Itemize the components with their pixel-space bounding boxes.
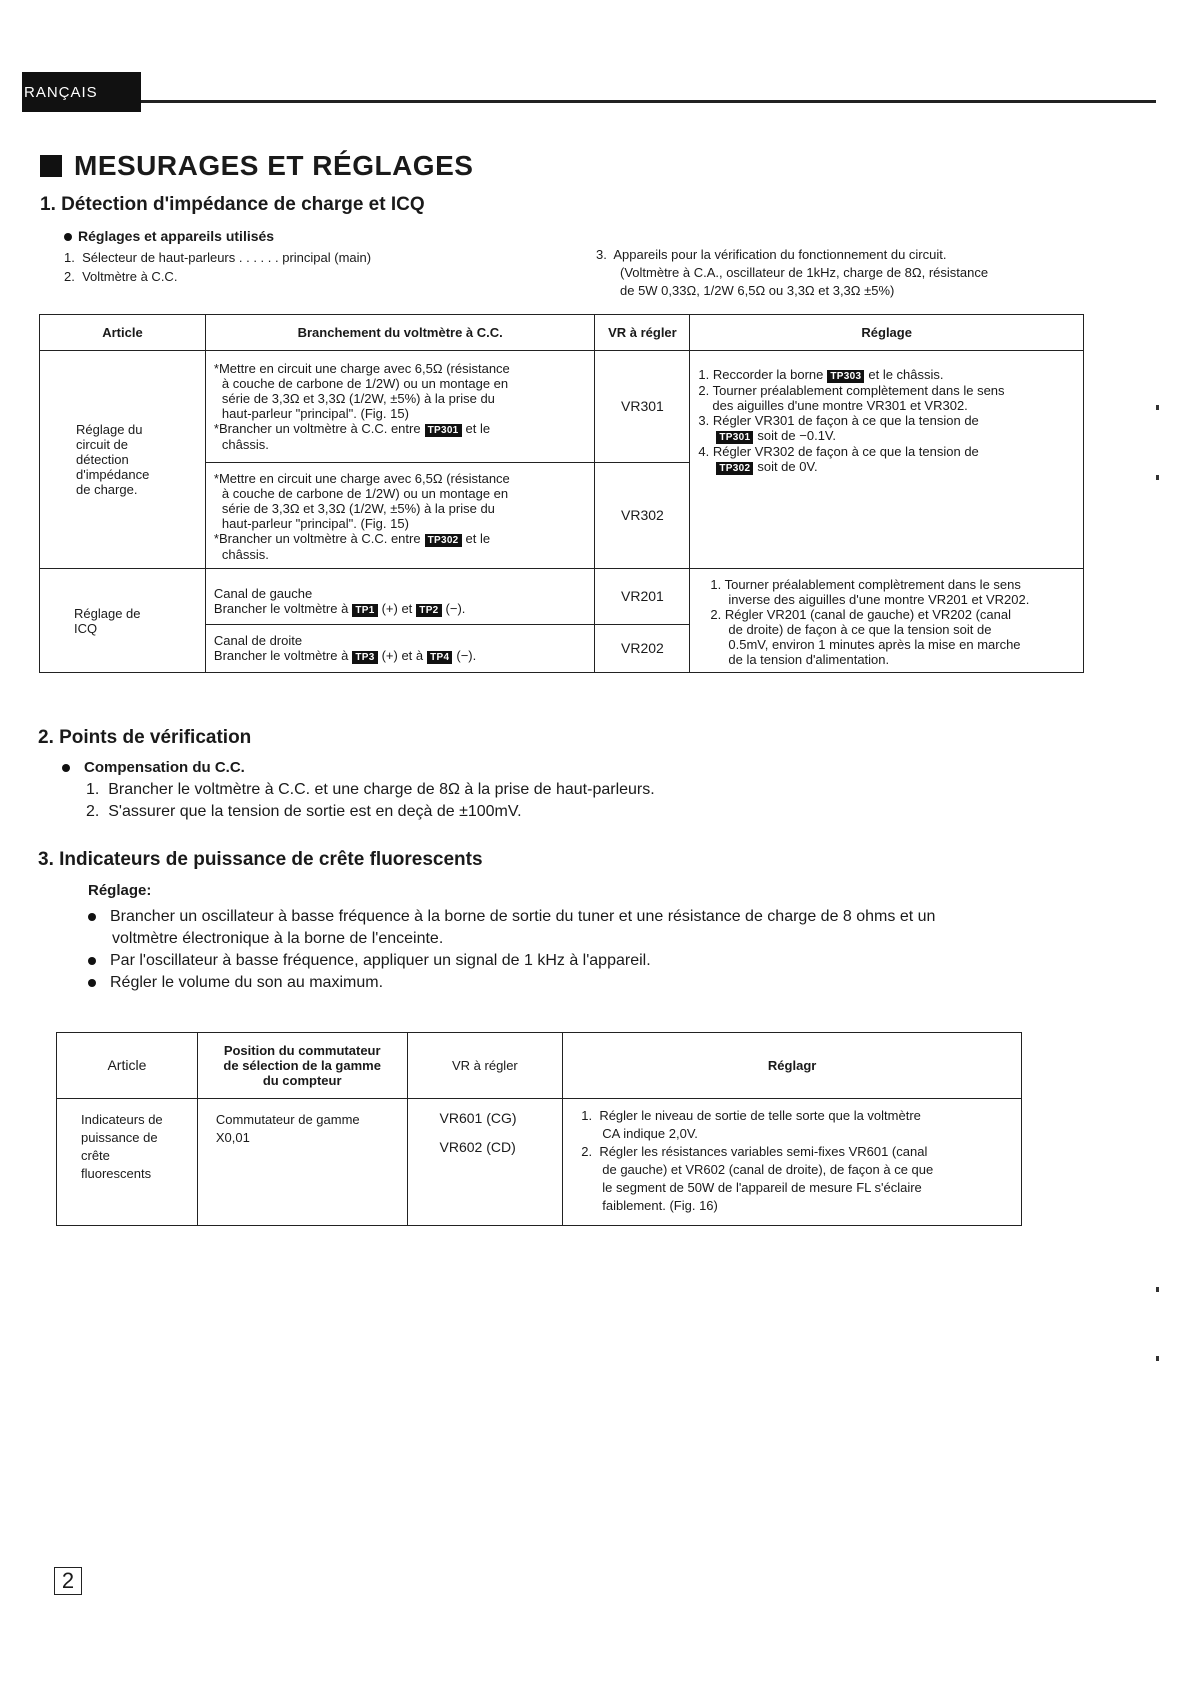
- page-title: [40, 150, 473, 182]
- section3-heading: 3. Indicateurs de puissance de crête fluorescents: [38, 849, 483, 870]
- branch-line: *Mettre en circuit une charge avec 6,5Ω (résistance: [213, 471, 510, 486]
- branch-line: à couche de carbone de 1/2W) ou un montage en: [221, 486, 509, 501]
- vr-line: VR602 (CD): [439, 1139, 516, 1155]
- test-point-label: TP2: [416, 604, 441, 617]
- article-line: fluorescents: [81, 1166, 152, 1181]
- column-header: VR à régler: [407, 1033, 563, 1099]
- test-point-label: TP303: [827, 370, 864, 383]
- test-point-label: TP3: [352, 651, 377, 664]
- header-rule: [141, 100, 1156, 103]
- article-line: ICQ: [74, 620, 98, 636]
- reglage-cell: [690, 569, 1084, 673]
- section1-subheading: Réglages et appareils utilisés: [64, 228, 274, 244]
- branch-line: à couche de carbone de 1/2W) ou un montage en: [221, 376, 509, 391]
- section1-items-left: [64, 250, 544, 285]
- branch-line: Brancher le voltmètre à TP1 (+) et TP2 (−).: [213, 601, 466, 616]
- test-point-label: TP4: [427, 651, 452, 664]
- column-header: VR à régler: [595, 315, 690, 351]
- article-line: d'impédance: [76, 467, 150, 482]
- list-item: 2. Voltmètre à C.C.: [64, 269, 178, 284]
- reglage-line: 2. Tourner préalablement complètement dans le sens: [698, 383, 1005, 398]
- page-number: 2: [54, 1567, 82, 1595]
- table-row: [40, 569, 1084, 625]
- table-row: [57, 1099, 1022, 1226]
- column-header: Article: [40, 315, 206, 351]
- reglage-cell: [563, 1099, 1022, 1226]
- reglage-line: de gauche) et VR602 (canal de droite), de façon à ce que: [602, 1162, 934, 1177]
- column-header: Réglagr: [563, 1033, 1022, 1099]
- test-point-label: TP302: [425, 534, 462, 547]
- reglage-line: le segment de 50W de l'appareil de mesure FL s'éclaire: [602, 1180, 922, 1195]
- article-line: puissance de: [81, 1130, 158, 1145]
- reglage-line: faiblement. (Fig. 16): [602, 1198, 718, 1213]
- reglage-line: 3. Régler VR301 de façon à ce que la tension de: [698, 413, 979, 428]
- branch-line: série de 3,3Ω et 3,3Ω (1/2W, ±5%) à la prise du: [221, 391, 495, 406]
- section2-list: [86, 779, 655, 823]
- scan-mark: [1156, 1356, 1159, 1361]
- table-header-row: [40, 315, 1084, 351]
- article-line: Réglage du: [76, 422, 143, 437]
- bullet-icon: [88, 913, 96, 921]
- list-item: 1. Brancher le voltmètre à C.C. et une charge de 8Ω à la prise de haut-parleurs.: [86, 781, 655, 798]
- channel-label: Canal de droite: [213, 633, 303, 648]
- test-point-label: TP1: [352, 604, 377, 617]
- vr-cell: VR302: [595, 463, 690, 569]
- position-line: Commutateur de gamme: [215, 1112, 360, 1127]
- reglage-line: CA indique 2,0V.: [602, 1126, 698, 1141]
- position-line: X0,01: [215, 1130, 250, 1145]
- square-bullet-icon: [40, 155, 62, 177]
- branch-line: haut-parleur "principal". (Fig. 15): [221, 406, 409, 421]
- article-line: crête: [81, 1148, 110, 1163]
- branch-line: haut-parleur "principal". (Fig. 15): [221, 516, 409, 531]
- article-cell: [40, 351, 206, 569]
- article-cell: [57, 1099, 198, 1226]
- article-line: Réglage de: [74, 605, 141, 621]
- adjustment-table-1: [39, 314, 1084, 673]
- scan-mark: [1156, 1287, 1159, 1292]
- test-point-label: TP301: [716, 431, 753, 444]
- list-item-continued: de 5W 0,33Ω, 1/2W 6,5Ω ou 3,3Ω et 3,3Ω ±5%): [620, 283, 895, 298]
- branch-cell: [205, 569, 595, 625]
- list-item: Régler le volume du son au maximum.: [88, 972, 1088, 994]
- vr-cell: VR201: [595, 569, 690, 625]
- channel-label: Canal de gauche: [213, 586, 313, 601]
- section3-subheading: Réglage:: [88, 882, 152, 899]
- bullet-icon: [64, 233, 72, 241]
- article-line: de charge.: [76, 482, 138, 497]
- list-item: Par l'oscillateur à basse fréquence, appliquer un signal de 1 kHz à l'appareil.: [88, 950, 1088, 972]
- reglage-line: 1. Reccorder la borne TP303 et le châssis.: [698, 367, 944, 382]
- scan-mark: [1156, 405, 1159, 410]
- branch-line: châssis.: [221, 547, 269, 562]
- section2-subheading: Compensation du C.C.: [62, 759, 245, 776]
- reglage-line: des aiguilles d'une montre VR301 et VR302.: [712, 398, 968, 413]
- vr-cell: VR202: [595, 625, 690, 673]
- column-header: Article: [57, 1033, 198, 1099]
- scan-mark: [1156, 475, 1159, 480]
- branch-line: Brancher le voltmètre à TP3 (+) et à TP4 (−).: [213, 648, 477, 663]
- test-point-label: TP302: [716, 462, 753, 475]
- adjustment-table-2: [56, 1032, 1022, 1226]
- section3-bullets: [88, 906, 1088, 994]
- article-line: circuit de: [76, 437, 129, 452]
- reglage-line: TP302 soit de 0V.: [698, 459, 1075, 475]
- language-tab: RANÇAIS: [22, 72, 141, 112]
- vr-cell: VR301: [595, 351, 690, 463]
- reglage-line: de droite) de façon à ce que la tension soit de: [728, 622, 992, 637]
- reglage-cell: [690, 351, 1084, 569]
- list-item: Brancher un oscillateur à basse fréquence à la borne de sortie du tuner et une résistance de charge de 8 ohms et un: [88, 906, 1088, 928]
- reglage-line: 2. Régler les résistances variables semi-fixes VR601 (canal: [581, 1144, 928, 1159]
- article-cell: [40, 569, 206, 673]
- vr-line: VR601 (CG): [439, 1110, 517, 1126]
- branch-line: *Mettre en circuit une charge avec 6,5Ω (résistance: [213, 361, 510, 376]
- vr-cell: [407, 1099, 563, 1226]
- branch-cell: [205, 351, 595, 463]
- section2-heading: 2. Points de vérification: [38, 727, 252, 748]
- bullet-icon: [88, 979, 96, 987]
- article-line: Indicateurs de: [81, 1112, 163, 1127]
- reglage-line: 1. Tourner préalablement complètrement dans le sens: [710, 577, 1021, 592]
- reglage-line: 2. Régler VR201 (canal de gauche) et VR202 (canal: [710, 607, 1011, 622]
- reglage-line: TP301 soit de −0.1V.: [698, 428, 1075, 444]
- table-row: [40, 351, 1084, 463]
- test-point-label: TP301: [425, 424, 462, 437]
- reglage-line: 4. Régler VR302 de façon à ce que la tension de: [698, 444, 979, 459]
- branch-line: *Brancher un voltmètre à C.C. entre TP302 et le: [213, 531, 491, 546]
- table-header-row: [57, 1033, 1022, 1099]
- list-item-continued: voltmètre électronique à la borne de l'enceinte.: [112, 930, 444, 947]
- list-item-continued: (Voltmètre à C.A., oscillateur de 1kHz, charge de 8Ω, résistance: [620, 265, 989, 280]
- page-title-text: MESURAGES ET RÉGLAGES: [74, 150, 474, 181]
- column-header: Position du commutateur de sélection de la gamme du compteur: [197, 1033, 407, 1099]
- list-item: 1. Sélecteur de haut-parleurs . . . . . . principal (main): [64, 250, 372, 265]
- branch-line: châssis.: [221, 437, 269, 452]
- reglage-line: 0.5mV, environ 1 minutes après la mise en marche: [728, 637, 1021, 652]
- position-cell: [197, 1099, 407, 1226]
- section1-heading: 1. Détection d'impédance de charge et ICQ: [40, 194, 425, 215]
- branch-cell: [205, 463, 595, 569]
- branch-cell: [205, 625, 595, 673]
- reglage-line: inverse des aiguilles d'une montre VR201 et VR202.: [728, 592, 1030, 607]
- bullet-icon: [88, 957, 96, 965]
- column-header: Branchement du voltmètre à C.C.: [205, 315, 595, 351]
- bullet-icon: [62, 764, 70, 772]
- section1-item3: [596, 247, 1096, 299]
- reglage-line: de la tension d'alimentation.: [728, 652, 890, 667]
- column-header: Réglage: [690, 315, 1084, 351]
- branch-line: série de 3,3Ω et 3,3Ω (1/2W, ±5%) à la prise du: [221, 501, 495, 516]
- article-line: détection: [76, 452, 129, 467]
- list-item: 3. Appareils pour la vérification du fonctionnement du circuit.: [596, 247, 947, 262]
- branch-line: *Brancher un voltmètre à C.C. entre TP301 et le: [213, 421, 491, 436]
- reglage-line: 1. Régler le niveau de sortie de telle sorte que la voltmètre: [581, 1108, 921, 1123]
- list-item: 2. S'assurer que la tension de sortie est en deçà de ±100mV.: [86, 803, 522, 820]
